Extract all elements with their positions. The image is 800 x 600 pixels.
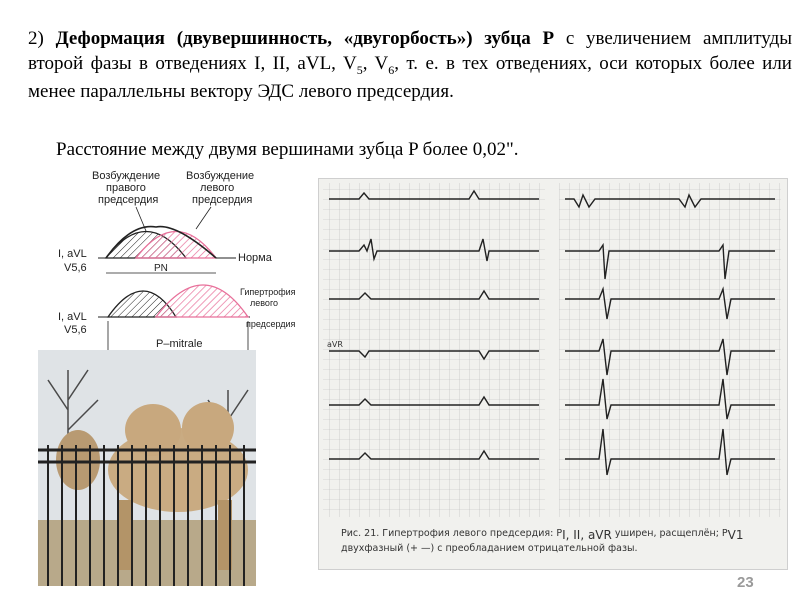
label-right-atrium-3: предсердия <box>98 194 159 206</box>
ecg-grid <box>319 179 787 569</box>
caption-part-1: Рис. 21. Гипертрофия левого предсердия: P <box>341 528 563 540</box>
caption-line-2: двухфазный (+ —) с преобладанием отрицательной фазы. <box>341 543 638 555</box>
lead-bottom-1: I, aVL <box>58 311 87 323</box>
label-right-atrium-1: Возбуждение <box>92 170 161 182</box>
camel-photo-drawing <box>38 350 256 586</box>
ecg-caption <box>341 527 781 556</box>
label-left-atrium-1: Возбуждение <box>186 170 255 182</box>
ecg-figure <box>318 178 788 570</box>
sub-5: 5 <box>356 62 363 77</box>
arrow-left <box>196 207 211 229</box>
label-hypertrophy-1: Гипертрофия <box>240 287 296 297</box>
label-left-atrium-2: левого <box>200 182 235 194</box>
camel-photo <box>38 350 256 586</box>
label-left-atrium-3: предсердия <box>192 194 253 206</box>
para-text-3: , т. е. в тех отведениях, оси которых более или менее параллельны вектору ЭДС левого предсердия. <box>28 53 792 102</box>
lead-top-2: V5,6 <box>64 262 87 274</box>
distance-paragraph: Расстояние между двумя вершинами зубца P более 0,02". <box>56 139 519 160</box>
curve-left-bottom <box>156 285 248 317</box>
para-text-1: с увеличением амплитуды второй фазы в отведениях I, II, aVL, V <box>28 28 793 75</box>
lead-top-1: I, aVL <box>58 248 87 260</box>
lead-bottom-2: V5,6 <box>64 324 87 336</box>
para-text-2: , V <box>362 53 389 75</box>
label-norma: Норма <box>238 252 272 264</box>
ecg-panel-left <box>323 183 545 517</box>
label-hypertrophy-2: левого <box>250 298 279 308</box>
bold-term: Деформация (двувершинность, «двугорбость») зубца P <box>55 28 555 49</box>
p-wave-diagram <box>36 165 316 365</box>
item-number: 2) <box>28 28 44 49</box>
page-number: 23 <box>737 574 754 591</box>
label-right-atrium-2: правого <box>106 182 146 194</box>
sub-6: 6 <box>388 62 395 77</box>
label-pmitrale: P–mitrale <box>156 338 203 350</box>
main-paragraph <box>28 26 792 104</box>
caption-part-2: уширен, расщеплён; P <box>611 528 728 540</box>
caption-sub-2: V1 <box>727 528 744 542</box>
ecg-label-avr: aVR <box>327 340 343 349</box>
caption-sub-1: I, II, aVR <box>562 528 612 542</box>
label-hypertrophy-3: предсердия <box>246 319 296 329</box>
label-pn: PN <box>154 263 168 274</box>
ecg-panel-right <box>559 183 781 517</box>
